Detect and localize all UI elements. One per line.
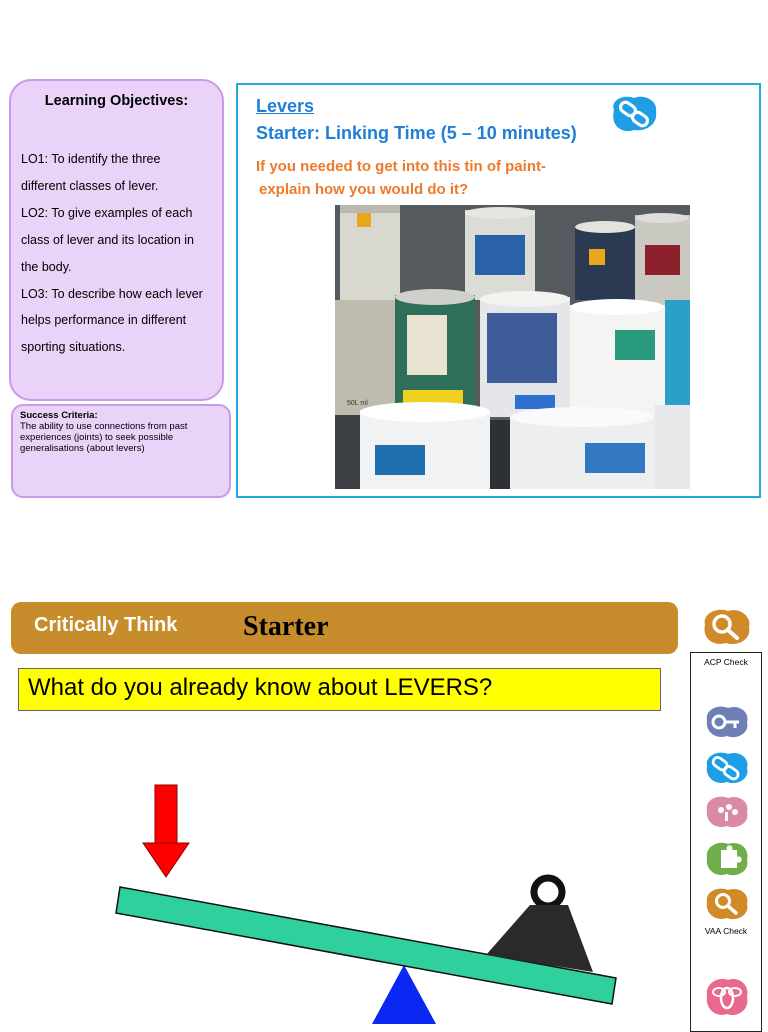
learning-objectives-title: Learning Objectives: xyxy=(44,93,189,109)
critically-think-label: Critically Think xyxy=(34,614,178,636)
learning-objectives-list xyxy=(21,146,226,361)
objective-line: class of lever and its location in xyxy=(21,232,195,247)
criteria-line: generalisations (about levers) xyxy=(20,443,145,454)
criteria-line: experiences (joints) to seek possible xyxy=(20,432,174,443)
starter-title: Starter: Linking Time (5 – 10 minutes) xyxy=(256,123,577,143)
objective-line: helps performance in different xyxy=(21,313,187,328)
magnifier-icon xyxy=(700,607,754,652)
criteria-line: The ability to use connections from past xyxy=(20,421,188,432)
question-text: What do you already know about LEVERS? xyxy=(28,674,493,701)
tin-label: 50L ml xyxy=(347,400,368,407)
effort-arrow xyxy=(143,785,189,877)
levers-link[interactable]: Levers xyxy=(256,96,315,116)
paint-tins-photo xyxy=(335,205,690,489)
fulcrum-triangle xyxy=(372,965,436,1024)
bee-icon xyxy=(703,976,751,1023)
link-icon xyxy=(703,750,751,791)
objective-line: LO3: To describe how each lever xyxy=(21,286,203,301)
vaa-check-label: VAA Check xyxy=(704,926,748,936)
key-icon xyxy=(703,704,751,745)
objective-line: sporting situations. xyxy=(21,340,126,355)
objective-line: LO1: To identify the three xyxy=(21,152,161,166)
starter-question-line1: If you needed to get into this tin of paint- xyxy=(256,158,546,175)
objective-line: LO2: To give examples of each xyxy=(21,205,193,220)
link-icon xyxy=(608,94,660,139)
lever-diagram xyxy=(100,775,620,1029)
starter-heading: Starter xyxy=(243,611,329,642)
starter-question-line2: explain how you would do it? xyxy=(259,181,469,198)
objective-line: the body. xyxy=(21,259,72,274)
magnifier-icon xyxy=(703,886,751,927)
brain-icon xyxy=(703,794,751,835)
success-criteria-text xyxy=(20,421,225,454)
success-criteria-title: Success Criteria: xyxy=(20,410,98,421)
acp-check-label: ACP Check xyxy=(704,657,748,667)
puzzle-icon xyxy=(703,840,751,883)
objective-line: different classes of lever. xyxy=(21,178,159,193)
